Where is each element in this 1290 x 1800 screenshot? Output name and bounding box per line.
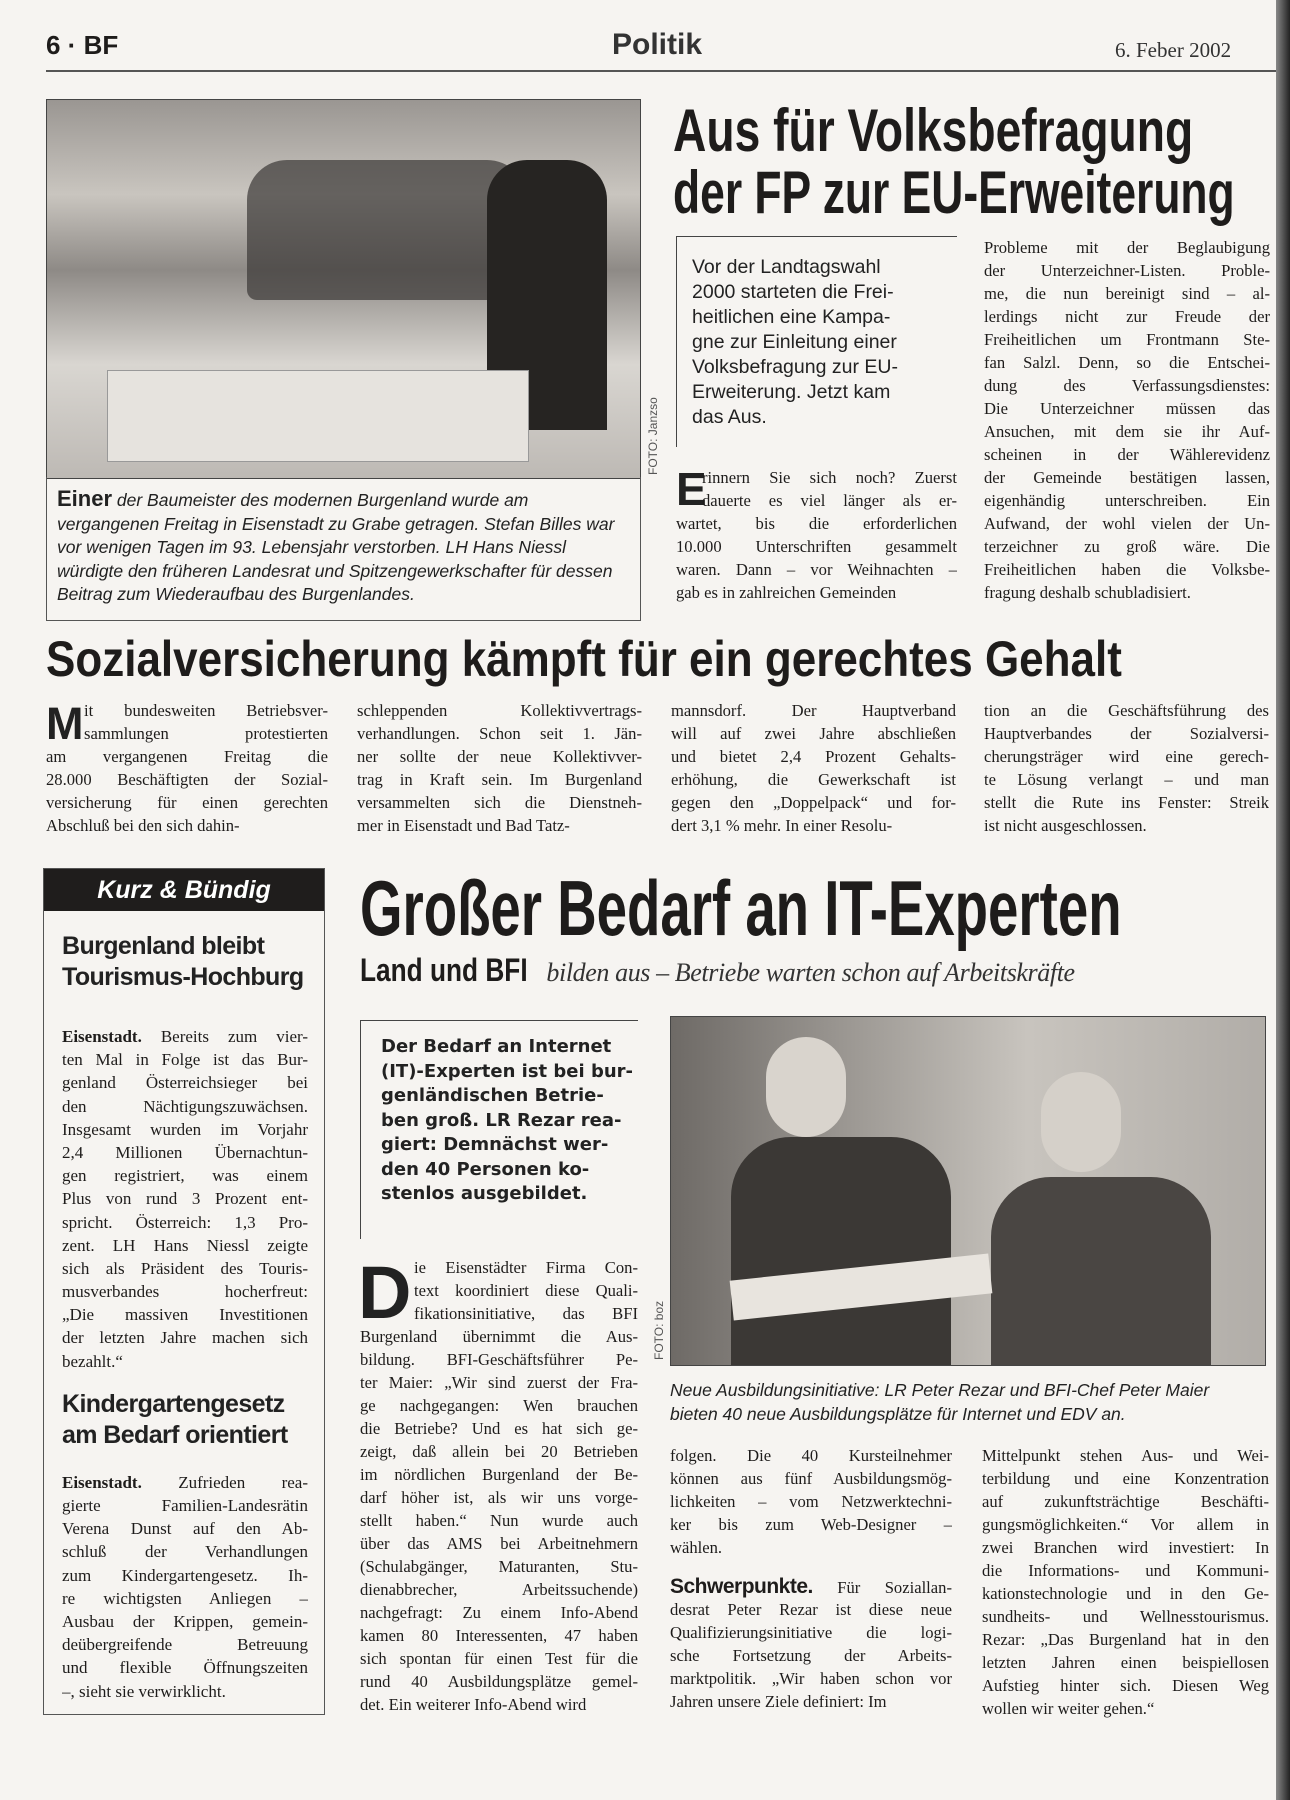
text-line: Verena Dunst auf den Ab- (62, 1519, 308, 1539)
text-line: ben groß. LR Rezar rea- (381, 1109, 622, 1131)
text-line: eigenhändig unterschreiben. Ein (984, 491, 1270, 510)
text-line: sammlungen protestierten (84, 724, 328, 743)
intro-it (381, 1035, 637, 1207)
text-line: Burgenland übernimmt die Aus- (360, 1327, 638, 1346)
funeral-photo (46, 99, 641, 479)
page-number: 6 · BF (46, 30, 119, 60)
text-line: versammelten sich die Dienstneh- (357, 793, 642, 812)
issue-date: 6. Feber 2002 (1115, 38, 1232, 62)
photo-caption-it: Neue Ausbildungsinitiative: LR Peter Rezar und BFI-Chef Peter Maier bieten 40 neue Ausbildungsplätze für Internet und EDV an. (670, 1380, 1210, 1424)
text-line: der Gemeinde bestätigen lassen, (984, 468, 1270, 487)
text-line: versicherung für einen gerechten (46, 793, 328, 812)
text-line: verhandlungen. Schon seit 1. Jän- (357, 724, 642, 743)
text-line: gne zur Einleitung einer (692, 331, 897, 353)
paragraph-lead: Eisenstadt. (62, 1472, 142, 1492)
text-line: den Nächtigungszuwächsen. (62, 1096, 308, 1116)
text-line: it bundesweiten Betriebsver- (84, 701, 328, 720)
subhead-it-italic: bilden aus – Betriebe warten schon auf Arbeitskräfte (546, 958, 1075, 987)
text-line: Die Unterzeichner müssen das (984, 399, 1270, 418)
text-line: ner sollte der neue Kollektivver- (357, 747, 642, 766)
text-line: marktpolitik. „Wir haben schon vor (670, 1669, 952, 1688)
kurz-item1-text (62, 1025, 308, 1373)
text-line: 2000 starteten die Frei- (692, 281, 894, 303)
text-line: gegen den „Doppelpack“ und for- (671, 793, 956, 812)
text-line: sche Fortsetzung der Arbeits- (670, 1646, 952, 1665)
text-line: Ansuchen, mit dem sie ihr Auf- (984, 422, 1270, 441)
text-line: spricht. Österreich: 1,3 Pro- (62, 1212, 308, 1232)
text-line: schleppenden Kollektivvertrags- (357, 701, 642, 720)
text-line (670, 1575, 952, 1598)
subhead-it (360, 952, 1075, 989)
headline-sv: Sozialversicherung kämpft für ein gerechtes Gehalt (46, 631, 1122, 687)
text-line: und bietet 2,4 Prozent Gehalts- (671, 747, 956, 766)
text-line: Aufwand, der wohl vielen der Un- (984, 514, 1270, 533)
text-line: scheinen in der Wählerevidenz (984, 445, 1270, 464)
text-line: Ausbau der Krippen, gemein- (62, 1611, 308, 1631)
kurz-item2-text (62, 1471, 308, 1703)
text-line: wollen wir weiter gehen.“ (982, 1699, 1155, 1718)
body-eu-col2 (984, 236, 1270, 604)
text-line: waren. Dann – vor Weihnachten – (676, 560, 957, 579)
text-line: cherungsträger wird eine gerech- (984, 747, 1269, 766)
kurz-item2-headline-1: Kindergartengesetz (62, 1389, 285, 1418)
kurz-item2-headline-2: am Bedarf orientiert (62, 1420, 288, 1449)
text-line: terzeichner zu groß wäre. Die (984, 537, 1270, 556)
text-line: zeigt, daß allein bei 20 Betrieben (360, 1442, 638, 1461)
text-line: text koordiniert diese Quali- (414, 1281, 638, 1300)
body-it-col1 (358, 1251, 638, 1716)
text-line: der letzten Jahre machen sich (62, 1328, 308, 1348)
text-line: schluß der Verhandlungen (62, 1542, 308, 1562)
headline-eu (673, 97, 1290, 226)
section-title: Politik (612, 28, 703, 61)
text-line: fikationsinitiative, das BFI (414, 1304, 638, 1323)
text-line: me, die nun bereinigt sind – al- (984, 284, 1270, 303)
text-line (62, 1471, 308, 1494)
kurz-buendig-box (43, 868, 325, 1715)
photo-credit: FOTO: Janzso (646, 397, 660, 475)
text-line: dauerte es viel länger als er- (702, 491, 957, 510)
text-line: erhöhung, die Gewerkschaft ist (671, 770, 956, 789)
body-it-col2b (670, 1575, 952, 1713)
headline-eu-line1: Aus für Volksbefragung (673, 97, 1194, 164)
text-line: den 40 Personen ko- (381, 1158, 590, 1180)
text-line: Der Bedarf an Internet (381, 1036, 612, 1057)
text-line: Freiheitlichen um Frontmann Ste- (984, 330, 1270, 349)
text-line: det. Ein weiterer Info-Abend wird (360, 1695, 587, 1714)
photo-caption: der Baumeister des modernen Burgenland wurde am vergangenen Freitag in Eisenstadt zu Grabe getragen. Stefan Billes war vor wenigen Tagen im 93. Lebensjahr verstorben. LH Hans Niessl würdigte den früheren Landesrat und Spitzengewerkschafter für dessen Beitrag zum Wiederaufbau des Burgenlandes. (57, 490, 615, 604)
text-line: rinnern Sie sich noch? Zuerst (702, 468, 957, 487)
text-line: nachgefragt: Zu einem Info-Abend (360, 1603, 638, 1622)
text-line: bildung. BFI-Geschäftsführer Pe- (360, 1350, 638, 1369)
page-edge-shadow (1276, 0, 1290, 1800)
body-sv-col4 (984, 699, 1269, 837)
text-line: kationstechnologie und in den Ge- (982, 1584, 1269, 1603)
text-line: Volksbefragung zur EU- (692, 356, 898, 378)
headline-eu-line2: der FP zur EU-Erweiterung (673, 159, 1235, 226)
text-line: ker bis zum Web-Designer – (670, 1515, 952, 1534)
photo-credit-it: FOTO: boz (652, 1300, 666, 1360)
text-line: lerdings nicht zur Freude der (984, 307, 1270, 326)
text-line: ter Maier: „Wir sind zuerst der Fra- (360, 1373, 638, 1392)
text-line (62, 1025, 308, 1048)
body-sv-col3 (671, 699, 956, 837)
text-line: darf höher ist, als wir uns vorge- (360, 1488, 638, 1507)
text-line: tion an die Geschäftsführung des (984, 701, 1269, 720)
photo-caption-box (46, 477, 641, 621)
text-line: auf zukunftsträchtige Beschäfti- (982, 1492, 1269, 1511)
dropcap-d: D (358, 1251, 412, 1334)
text-line: mannsdorf. Der Hauptverband (671, 701, 956, 720)
text-line: dung des Verfassungsdienstes: (984, 376, 1270, 395)
text-line: Mittelpunkt stehen Aus- und Wei- (982, 1446, 1269, 1465)
text-line: genländischen Betrie- (381, 1085, 604, 1106)
body-eu-col1 (676, 463, 957, 604)
text-line: zent. LH Hans Niessl zeigte (62, 1235, 308, 1255)
text-line: gierte Familien-Landesrätin (62, 1496, 308, 1515)
text-line: lichkeiten – vom Netzwerktechni- (670, 1492, 952, 1511)
line-text: Zufrieden rea- (178, 1472, 308, 1492)
text-line: rund 40 Ausbildungsplätze gemel- (360, 1672, 638, 1691)
text-line: sundheits- und Wellnesstourismus. (982, 1607, 1269, 1626)
line-text: Bereits zum vier- (160, 1027, 308, 1046)
text-line: ge nachgegangen: Wen brauchen (360, 1396, 638, 1415)
text-line: (Schulabgänger, Maturanten, Stu- (360, 1557, 638, 1576)
text-line: die Betriebe? Und es hat sich ge- (360, 1419, 638, 1438)
intro-box-it (360, 1020, 638, 1239)
text-line: trag in Kraft sein. Im Burgenland (357, 770, 642, 789)
text-line: die Informations- und Kommuni- (982, 1561, 1269, 1580)
text-line: können aus fünf Ausbildungsmög- (670, 1469, 952, 1488)
text-line: Abschluß bei den sich dahin- (46, 816, 240, 835)
text-line: Aufstieg hinter sich. Diesen Weg (982, 1676, 1269, 1695)
text-line: –, sieht sie verwirklicht. (62, 1681, 226, 1701)
text-line: folgen. Die 40 Kursteilnehmer (670, 1446, 952, 1465)
text-line: Freiheitlichen haben die Volksbe- (984, 560, 1270, 579)
text-line: will auf zwei Jahre abschließen (671, 724, 956, 743)
text-line: Rezar: „Das Burgenland hat in den (982, 1630, 1269, 1649)
text-line: letzten Jahren einen beispiellosen (982, 1653, 1269, 1672)
body-it-col3 (982, 1444, 1269, 1720)
intro-box-eu (676, 236, 957, 447)
text-line: dienabbrecher, Arbeitssuchende) (360, 1580, 638, 1599)
body-sv-col1 (46, 699, 328, 837)
body-sv-col2 (357, 699, 642, 837)
dropcap-e: E (676, 463, 707, 515)
text-line: bezahlt.“ (62, 1351, 123, 1371)
subhead-it-bold: Land und BFI (360, 952, 528, 988)
headline-it: Großer Bedarf an IT-Experten (360, 864, 1122, 952)
text-line: im nördlichen Burgenland der Be- (360, 1465, 638, 1484)
text-line: fragung deshalb schubladisiert. (984, 583, 1191, 602)
text-line: Erweiterung. Jetzt kam (692, 381, 891, 403)
text-line: der Unterzeichner-Listen. Proble- (984, 261, 1270, 280)
text-line: 10.000 Unterschriften gesammelt (676, 537, 957, 556)
text-line: fan Salzl. Denn, so die Entschei- (984, 353, 1270, 372)
text-line: das Aus. (692, 406, 767, 428)
text-line: Probleme mit der Beglaubigung (984, 238, 1270, 257)
paragraph-lead: Schwerpunkte. (670, 1575, 813, 1598)
text-line: 28.000 Beschäftigten der Sozial- (46, 770, 328, 789)
text-line: wartet, bis die erforderlichen (676, 514, 957, 533)
text-line: sich als Präsident des Touris- (62, 1258, 308, 1278)
text-line: gen registriert, was einem (62, 1166, 308, 1186)
header-rule (46, 70, 1276, 72)
text-line: deübergreifende Betreuung (62, 1635, 308, 1655)
text-line: heitlichen eine Kampa- (692, 306, 891, 328)
text-line: sich spontan für einen Test für die (360, 1649, 638, 1668)
body-it-col2a (670, 1444, 952, 1559)
text-line: zum Kindergartengesetz. Ih- (62, 1565, 308, 1585)
text-line: genland Österreichsieger bei (62, 1073, 308, 1093)
text-line: mer in Eisenstadt und Bad Tatz- (357, 816, 570, 835)
text-line: gab es in zahlreichen Gemeinden (676, 583, 897, 602)
rezar-maier-photo (670, 1016, 1266, 1366)
text-line: terbildung und eine Konzentration (982, 1469, 1269, 1488)
caption-lead: Einer (57, 486, 113, 511)
text-line: stellt haben.“ Nun wurde auch (360, 1511, 638, 1530)
text-line: zwei Branchen wird investiert: In (982, 1538, 1269, 1557)
paragraph-lead: Eisenstadt. (62, 1027, 142, 1046)
text-line: stenlos ausgebildet. (381, 1183, 588, 1204)
text-line: Insgesamt wurden im Vorjahr (62, 1119, 308, 1139)
text-line: kamen 80 Interessenten, 47 haben (360, 1626, 638, 1645)
text-line: Qualifizierungsinitiative die logi- (670, 1623, 952, 1642)
text-line: te Lösung verlangt – und man (984, 770, 1269, 789)
kurz-item1-headline-1: Burgenland bleibt (62, 932, 265, 960)
text-line: desrat Peter Rezar ist diese neue (670, 1600, 952, 1619)
text-line: 2,4 Millionen Übernachtun- (62, 1142, 308, 1162)
text-line: am vergangenen Freitag die (46, 747, 328, 766)
text-line: ist nicht ausgeschlossen. (984, 816, 1147, 835)
text-line: Plus von rund 3 Prozent ent- (62, 1189, 308, 1209)
text-line: ie Eisenstädter Firma Con- (414, 1258, 638, 1277)
text-line: gungsmöglichkeiten.“ Vor allem in (982, 1515, 1269, 1534)
text-line: über das AMS bei Arbeitnehmern (360, 1534, 638, 1553)
text-line: re wichtigsten Anliegen – (62, 1588, 308, 1608)
text-line: stellt die Rute ins Fenster: Streik (984, 793, 1269, 812)
text-line: „Die massiven Investitionen (62, 1305, 308, 1325)
text-line: Jahren unsere Ziele definiert: Im (670, 1692, 887, 1711)
text-line: ten Mal in Folge ist das Bur- (62, 1050, 308, 1070)
kurz-buendig-header (44, 869, 324, 911)
text-line: (IT)-Experten ist bei bur- (381, 1060, 633, 1082)
kurz-item1-headline-2: Tourismus-Hochburg (62, 963, 304, 991)
text-line: Vor der Landtagswahl (692, 256, 881, 278)
body-it-col2 (670, 1444, 952, 1713)
text-line: wählen. (670, 1538, 723, 1557)
dropcap-m: M (46, 698, 84, 749)
text-line: Hauptverbandes der Sozialversi- (984, 724, 1269, 743)
line-text: Für Soziallan- (837, 1578, 952, 1597)
text-line: dert 3,1 % mehr. In einer Resolu- (671, 816, 893, 835)
text-line: und flexible Öffnungszeiten (62, 1658, 308, 1678)
intro-eu (692, 255, 952, 430)
kurz-buendig-title: Kurz & Bündig (97, 876, 271, 904)
text-line: musverbandes hocherfreut: (62, 1282, 308, 1302)
text-line: giert: Demnächst wer- (381, 1134, 609, 1155)
